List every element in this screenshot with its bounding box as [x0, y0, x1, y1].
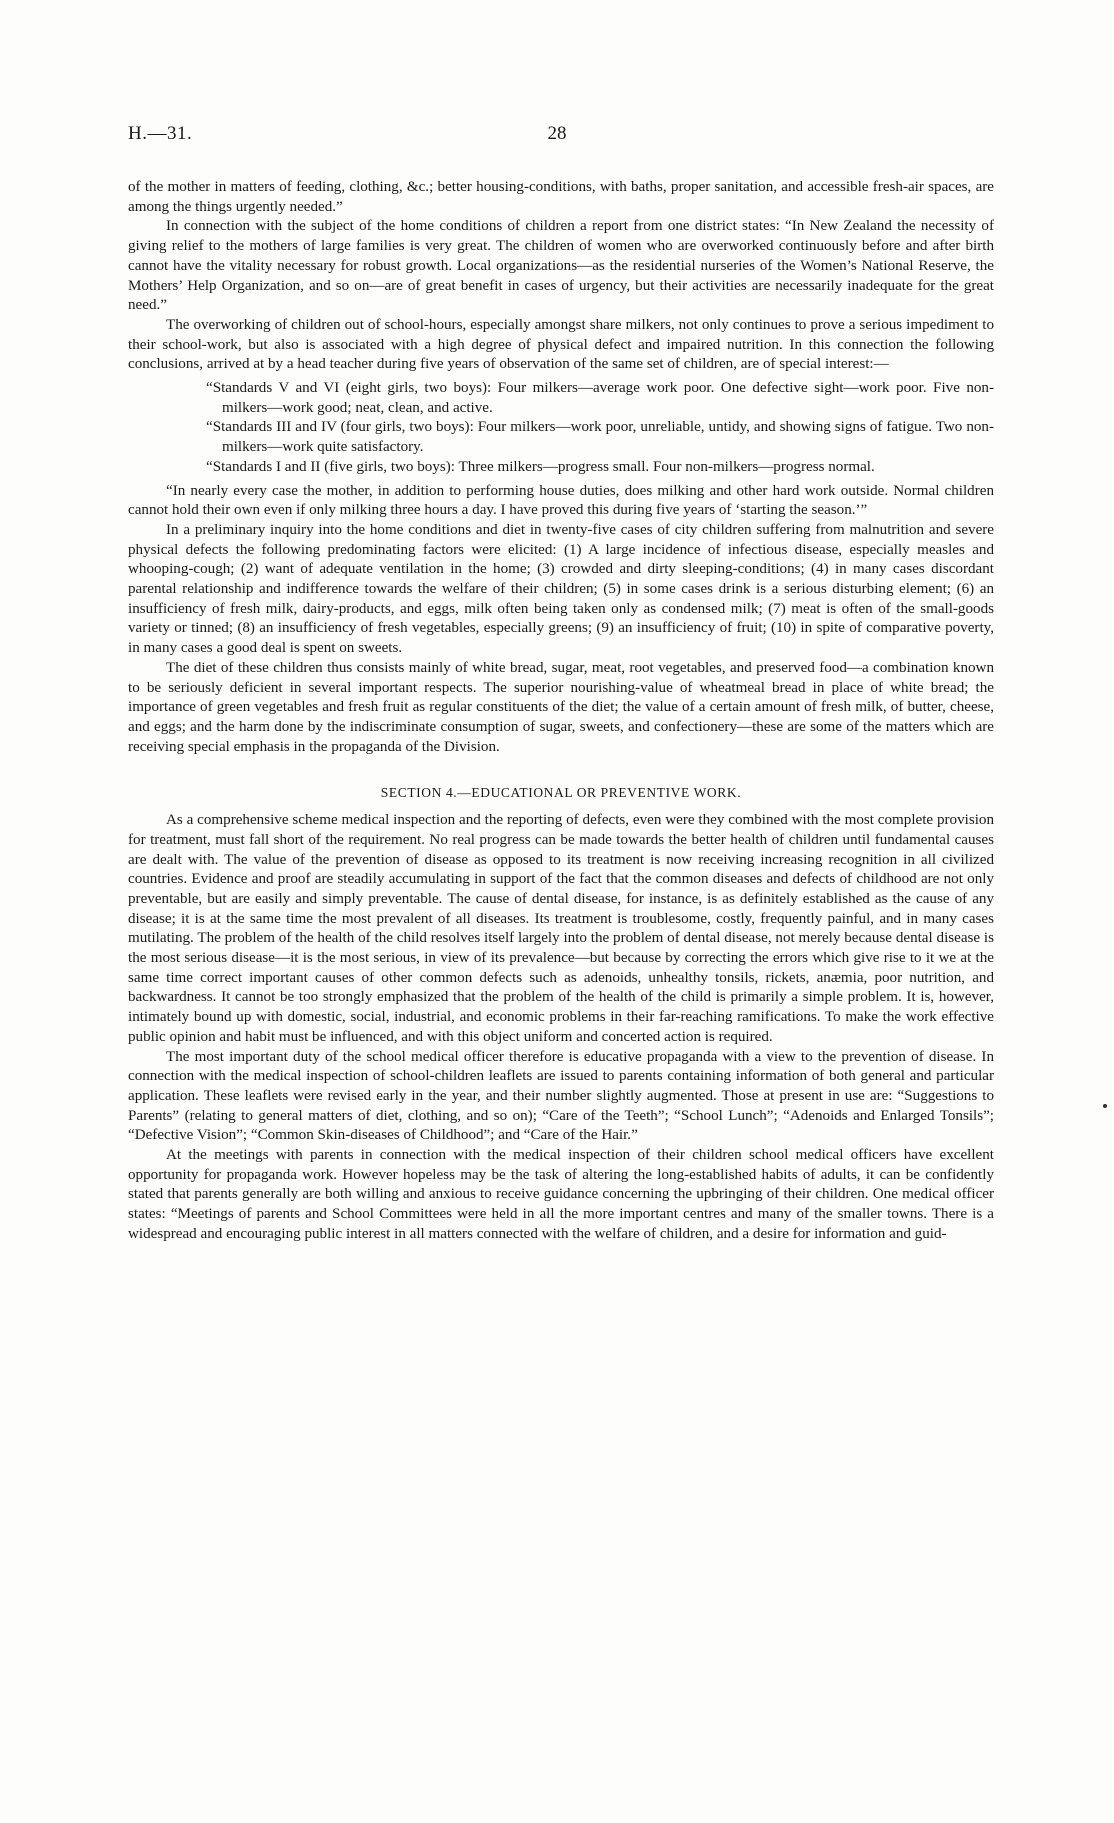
- margin-mark: [1103, 1104, 1107, 1108]
- quote-item: “Standards III and IV (four girls, two boys): Four milkers—work poor, unreliable, untidy, and showing signs of fatigue. Two non-milkers—work quite satisfactory.: [206, 419, 994, 456]
- document-body: [128, 178, 994, 1245]
- paragraph: In connection with the subject of the home conditions of children a report from one district states: “In New Zealand the necessity of giving relief to the mothers of large families is very great. The children of women who are overworked continuously before and after birth cannot have the vitality necessary for robust growth. Local organizations—as the residential nurseries of the Women’s National Reserve, the Mothers’ Help Organization, and so on—are of great benefit in cases of urgency, but their activities are necessarily inadequate for the great need.”: [128, 218, 994, 314]
- page-number: 28: [547, 123, 567, 144]
- paragraph: of the mother in matters of feeding, clothing, &c.; better housing-conditions, with baths, proper sanitation, and accessible fresh-air spaces, are among the things urgently needed.”: [128, 179, 994, 215]
- paragraph: The overworking of children out of school-hours, especially amongst share milkers, not only continues to prove a serious impediment to their school-work, but also is associated with a high degree of physical defect and impaired nutrition. In this connection the following conclusions, arrived at by a head teacher during five years of observation of the same set of children, are of special interest:—: [128, 316, 994, 373]
- paragraph: The most important duty of the school medical officer therefore is educative propaganda with a view to the prevention of disease. In connection with the medical inspection of school-children leaflets are issued to parents containing information of both general and particular application. These leaflets were revised early in the year, and their number slightly augmented. Those at present in use are: “Suggestions to Parents” (relating to general matters of diet, clothing, and so on); “Care of the Teeth”; “School Lunch”; “Adenoids and Enlarged Tonsils”; “Defective Vision”; “Common Skin-diseases of Childhood”; and “Care of the Hair.”: [128, 1048, 994, 1144]
- quote-item: “Standards I and II (five girls, two boys): Three milkers—progress small. Four non-milkers—progress normal.: [206, 458, 875, 475]
- paragraph: The diet of these children thus consists mainly of white bread, sugar, meat, root vegetables, and preserved food—a combination known to be seriously deficient in several important respects. The superior nourishing-value of wheatmeal bread in place of white bread; the importance of green vegetables and fresh fruit as regular constituents of the diet; the value of a certain amount of fresh milk, of butter, cheese, and eggs; and the harm done by the indiscriminate consumption of sugar, sweets, and confectionery—these are some of the matters which are receiving special emphasis in the propaganda of the Division.: [128, 659, 994, 755]
- paragraph: “In nearly every case the mother, in addition to performing house duties, does milking and other hard work outside. Normal children cannot hold their own even if only milking three hours a day. I have proved this during five years of ‘starting the season.’”: [128, 482, 994, 519]
- paragraph: In a preliminary inquiry into the home conditions and diet in twenty-five cases of city children suffering from malnutrition and severe physical defects the following predominating factors were elicited: (1) A large incidence of infectious disease, especially measles and whooping-cough; (2) want of adequate ventilation in the home; (3) crowded and dirty sleeping-conditions; (4) in many cases discordant parental relationship and indifference towards the welfare of their children; (5) in some cases drink is a serious disturbing element; (6) an insufficiency of fresh milk, dairy-products, and eggs, milk often being taken only as condensed milk; (7) meat is often of the small-goods variety or tinned; (8) an insufficiency of fresh vegetables, especially greens; (9) an insufficiency of fruit; (10) in spite of comparative poverty, in many cases a good deal is spent on sweets.: [128, 521, 994, 657]
- paragraph: As a comprehensive scheme medical inspection and the reporting of defects, even were they combined with the most complete provision for treatment, must fall short of the requirement. No real progress can be made towards the better health of children until fundamental causes are dealt with. The value of the prevention of disease as opposed to its treatment is now receiving increasing recognition in all civilized countries. Evidence and proof are steadily accumulating in support of the fact that the common diseases and defects of childhood are not only preventable, but are easily and simply preventable. The cause of dental disease, for instance, is as definitely established as the cause of any disease; it is at the same time the most prevalent of all diseases. Its treatment is troublesome, costly, frequently painful, and in many cases mutilating. The problem of the health of the child resolves itself largely into the problem of dental disease, not merely because dental disease is the most serious disease—it is the most serious, in view of its prevalence—but because by correcting the errors which give rise to it we at the same time correct important causes of other common defects such as adenoids, unhealthy tonsils, rickets, anæmia, poor nutrition, and backwardness. It cannot be too strongly emphasized that the problem of the health of the child is primarily a simple problem. It is, however, intimately bound up with domestic, social, industrial, and economic problems in their far-reaching ramifications. To make the work effective public opinion and habit must be influenced, and with this object uniform and concerted action is required.: [128, 812, 994, 1045]
- page-header: [128, 123, 986, 153]
- section-heading: SECTION 4.—EDUCATIONAL OR PREVENTIVE WORK.: [380, 785, 742, 801]
- quoted-standards-list: [202, 379, 994, 478]
- document-id: H.—31.: [128, 123, 193, 144]
- paragraph: At the meetings with parents in connection with the medical inspection of their children school medical officers have excellent opportunity for propaganda work. However hopeless may be the task of altering the long-established habits of adults, it can be confidently stated that parents generally are both willing and anxious to receive guidance concerning the upbringing of their children. One medical officer states: “Meetings of parents and School Committees were held in all the more important centres and many of the smaller towns. There is a widespread and encouraging public interest in all matters connected with the welfare of children, and a desire for information and guid-: [128, 1147, 994, 1242]
- quote-item: “Standards V and VI (eight girls, two boys): Four milkers—average work poor. One defective sight—work poor. Five non-milkers—work good; neat, clean, and active.: [206, 380, 994, 416]
